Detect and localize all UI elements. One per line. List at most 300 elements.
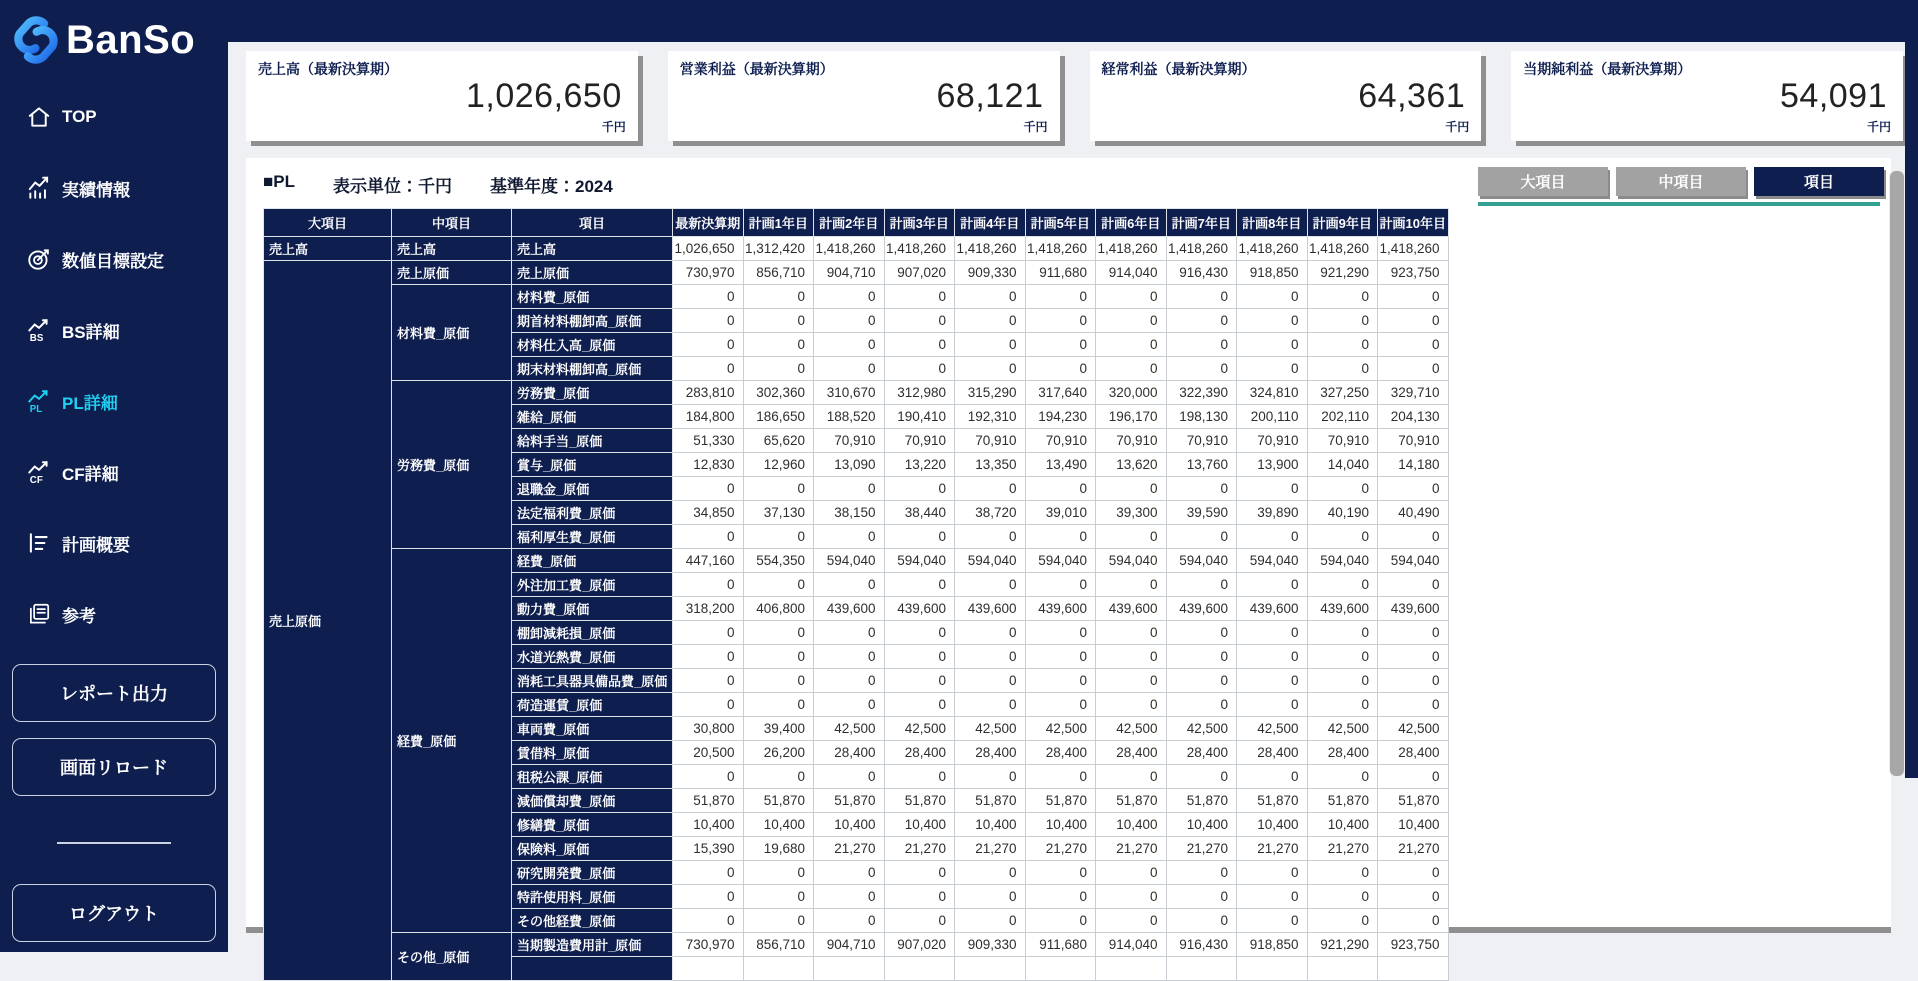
item-label-cell: 研究開発費_原価: [512, 861, 673, 885]
value-cell: 0: [1237, 909, 1308, 933]
value-cell: 0: [1307, 645, 1378, 669]
item-label-cell: 雑給_原価: [512, 405, 673, 429]
item-label-cell: 租税公課_原価: [512, 765, 673, 789]
sidebar-item-reference[interactable]: [26, 600, 164, 628]
tab-major[interactable]: 大項目: [1478, 167, 1608, 196]
value-cell: 406,800: [743, 597, 814, 621]
kpi-card-operating-profit: [668, 51, 1060, 141]
column-header: 計画9年目: [1307, 209, 1378, 237]
value-cell: 0: [673, 309, 744, 333]
value-cell: 0: [743, 885, 814, 909]
value-cell: 856,710: [743, 261, 814, 285]
value-cell: 0: [1096, 285, 1167, 309]
value-cell: 0: [673, 333, 744, 357]
sidebar-item-label: TOP: [62, 107, 97, 126]
value-cell: 51,870: [1096, 789, 1167, 813]
value-cell: 0: [1025, 357, 1096, 381]
value-cell: 0: [814, 885, 885, 909]
value-cell: 186,650: [743, 405, 814, 429]
value-cell: 0: [673, 645, 744, 669]
column-header: 計画5年目: [1025, 209, 1096, 237]
value-cell: 0: [743, 765, 814, 789]
granularity-tabs: [1478, 167, 1884, 196]
item-label-cell: 福利厚生費_原価: [512, 525, 673, 549]
value-cell: 0: [1378, 309, 1449, 333]
value-cell: 0: [1025, 477, 1096, 501]
item-label-cell: 材料費_原価: [512, 285, 673, 309]
value-cell: 0: [1378, 573, 1449, 597]
cf-chart-icon: [26, 459, 52, 485]
value-cell: 0: [884, 621, 955, 645]
value-cell: [1378, 957, 1449, 981]
kpi-card-sales: [246, 51, 638, 141]
value-cell: 1,418,260: [955, 237, 1026, 261]
value-cell: 21,270: [1096, 837, 1167, 861]
vertical-scrollbar[interactable]: [1889, 170, 1905, 777]
value-cell: 42,500: [814, 717, 885, 741]
value-cell: 0: [1166, 645, 1237, 669]
value-cell: 14,040: [1307, 453, 1378, 477]
value-cell: 37,130: [743, 501, 814, 525]
document-icon: [26, 601, 52, 627]
value-cell: 0: [743, 573, 814, 597]
value-cell: 1,418,260: [1025, 237, 1096, 261]
value-cell: 0: [884, 693, 955, 717]
value-cell: 0: [1166, 909, 1237, 933]
value-cell: [743, 957, 814, 981]
value-cell: 0: [1025, 333, 1096, 357]
value-cell: 65,620: [743, 429, 814, 453]
sidebar-item-actual-info[interactable]: [26, 174, 164, 202]
value-cell: 28,400: [1307, 741, 1378, 765]
kpi-card-ordinary-profit: [1090, 51, 1482, 141]
sidebar-divider: [57, 842, 171, 844]
kpi-card-net-income: [1511, 51, 1903, 141]
value-cell: 0: [1237, 477, 1308, 501]
column-header: 計画7年目: [1166, 209, 1237, 237]
value-cell: 0: [1237, 645, 1308, 669]
value-cell: 42,500: [1307, 717, 1378, 741]
table-row: [264, 285, 1449, 309]
value-cell: 0: [673, 885, 744, 909]
value-cell: 51,330: [673, 429, 744, 453]
value-cell: 0: [673, 621, 744, 645]
value-cell: 13,900: [1237, 453, 1308, 477]
value-cell: 0: [1378, 693, 1449, 717]
value-cell: 0: [1378, 525, 1449, 549]
value-cell: 0: [1096, 357, 1167, 381]
sidebar-item-bs-detail[interactable]: [26, 316, 164, 344]
middle-group-cell: 経費_原価: [392, 549, 512, 933]
item-label-cell: [512, 957, 673, 981]
value-cell: [673, 957, 744, 981]
item-label-cell: 賞与_原価: [512, 453, 673, 477]
value-cell: 0: [1166, 861, 1237, 885]
value-cell: 0: [673, 765, 744, 789]
value-cell: 0: [743, 333, 814, 357]
item-label-cell: 労務費_原価: [512, 381, 673, 405]
value-cell: 0: [1096, 909, 1167, 933]
value-cell: 13,620: [1096, 453, 1167, 477]
value-cell: 28,400: [955, 741, 1026, 765]
item-label-cell: 消耗工具器具備品費_原価: [512, 669, 673, 693]
value-cell: 39,010: [1025, 501, 1096, 525]
value-cell: 1,418,260: [1096, 237, 1167, 261]
kpi-unit: 千円: [1445, 120, 1470, 134]
value-cell: 0: [814, 645, 885, 669]
kpi-value: 64,361: [1358, 77, 1466, 115]
value-cell: 327,250: [1307, 381, 1378, 405]
value-cell: 907,020: [884, 933, 955, 957]
value-cell: 0: [1166, 885, 1237, 909]
value-cell: 594,040: [884, 549, 955, 573]
value-cell: 0: [743, 909, 814, 933]
item-label-cell: 経費_原価: [512, 549, 673, 573]
value-cell: 0: [673, 861, 744, 885]
value-cell: 70,910: [955, 429, 1026, 453]
value-cell: 21,270: [884, 837, 955, 861]
value-cell: 188,520: [814, 405, 885, 429]
trend-icon: [26, 175, 52, 201]
item-label-cell: 当期製造費用計_原価: [512, 933, 673, 957]
sidebar-item-cf-detail[interactable]: [26, 458, 164, 486]
report-output-button[interactable]: レポート出力: [12, 664, 216, 722]
value-cell: 26,200: [743, 741, 814, 765]
item-label-cell: 減価償却費_原価: [512, 789, 673, 813]
value-cell: 42,500: [1166, 717, 1237, 741]
value-cell: 447,160: [673, 549, 744, 573]
value-cell: 439,600: [955, 597, 1026, 621]
value-cell: 10,400: [1025, 813, 1096, 837]
sidebar-item-label: BS詳細: [62, 322, 120, 342]
value-cell: 0: [814, 477, 885, 501]
value-cell: 0: [1237, 885, 1308, 909]
value-cell: 1,418,260: [1166, 237, 1237, 261]
value-cell: 317,640: [1025, 381, 1096, 405]
value-cell: 0: [884, 309, 955, 333]
value-cell: 918,850: [1237, 933, 1308, 957]
item-label-cell: 法定福利費_原価: [512, 501, 673, 525]
value-cell: 439,600: [1025, 597, 1096, 621]
column-header: 計画6年目: [1096, 209, 1167, 237]
table-row: [264, 549, 1449, 573]
sidebar: [0, 0, 228, 952]
value-cell: 0: [814, 669, 885, 693]
value-cell: [1237, 957, 1308, 981]
value-cell: 0: [743, 309, 814, 333]
svg-text:PL: PL: [29, 403, 43, 415]
value-cell: 10,400: [1166, 813, 1237, 837]
value-cell: 324,810: [1237, 381, 1308, 405]
column-header: 計画10年目: [1378, 209, 1449, 237]
value-cell: 0: [1096, 861, 1167, 885]
sidebar-item-plan-summary[interactable]: [26, 529, 164, 557]
right-edge-strip: [1905, 0, 1918, 778]
sidebar-item-label: 参考: [62, 606, 96, 626]
value-cell: 28,400: [1378, 741, 1449, 765]
item-label-cell: 材料仕入高_原価: [512, 333, 673, 357]
value-cell: 0: [955, 909, 1026, 933]
value-cell: 322,390: [1166, 381, 1237, 405]
value-cell: 12,960: [743, 453, 814, 477]
value-cell: 0: [1166, 669, 1237, 693]
value-cell: 0: [1025, 573, 1096, 597]
value-cell: 0: [884, 861, 955, 885]
middle-group-cell: 材料費_原価: [392, 285, 512, 381]
column-header: 計画1年目: [743, 209, 814, 237]
middle-group-cell: その他_原価: [392, 933, 512, 981]
bs-chart-icon: [26, 317, 52, 343]
value-cell: 21,270: [1378, 837, 1449, 861]
value-cell: [1025, 957, 1096, 981]
value-cell: 914,040: [1096, 261, 1167, 285]
value-cell: 21,270: [955, 837, 1026, 861]
value-cell: 21,270: [1307, 837, 1378, 861]
value-cell: 0: [743, 621, 814, 645]
value-cell: 0: [1025, 621, 1096, 645]
value-cell: 0: [1237, 333, 1308, 357]
value-cell: 202,110: [1307, 405, 1378, 429]
value-cell: 0: [673, 669, 744, 693]
middle-group-cell: 売上原価: [392, 261, 512, 285]
value-cell: 0: [673, 285, 744, 309]
value-cell: 28,400: [884, 741, 955, 765]
value-cell: 15,390: [673, 837, 744, 861]
value-cell: 0: [1237, 765, 1308, 789]
value-cell: 51,870: [1025, 789, 1096, 813]
value-cell: 28,400: [1096, 741, 1167, 765]
table-row: [264, 261, 1449, 285]
value-cell: 0: [955, 645, 1026, 669]
value-cell: 0: [1166, 525, 1237, 549]
kpi-label: 営業利益（最新決算期）: [679, 61, 834, 77]
value-cell: 1,026,650: [673, 237, 744, 261]
value-cell: 0: [1025, 909, 1096, 933]
value-cell: 70,910: [1096, 429, 1167, 453]
value-cell: 0: [1237, 669, 1308, 693]
value-cell: 0: [884, 477, 955, 501]
value-cell: 200,110: [1237, 405, 1308, 429]
value-cell: 0: [1307, 765, 1378, 789]
logout-button[interactable]: ログアウト: [12, 884, 216, 942]
value-cell: 21,270: [1025, 837, 1096, 861]
value-cell: 0: [814, 525, 885, 549]
value-cell: 0: [955, 309, 1026, 333]
app-title: BanSo: [66, 17, 196, 62]
value-cell: 0: [1096, 333, 1167, 357]
value-cell: 28,400: [814, 741, 885, 765]
value-cell: 0: [743, 861, 814, 885]
kpi-unit: 千円: [1866, 120, 1891, 134]
value-cell: 0: [743, 525, 814, 549]
item-label-cell: 荷造運賃_原価: [512, 693, 673, 717]
value-cell: 0: [673, 573, 744, 597]
value-cell: 0: [1378, 333, 1449, 357]
major-group-cell: 売上原価: [264, 261, 392, 981]
value-cell: 302,360: [743, 381, 814, 405]
value-cell: 0: [884, 909, 955, 933]
value-cell: 0: [1166, 309, 1237, 333]
value-cell: 1,312,420: [743, 237, 814, 261]
tab-middle[interactable]: 中項目: [1616, 167, 1746, 196]
value-cell: 310,670: [814, 381, 885, 405]
value-cell: 329,710: [1378, 381, 1449, 405]
value-cell: 0: [1307, 477, 1378, 501]
value-cell: 42,500: [884, 717, 955, 741]
value-cell: 40,190: [1307, 501, 1378, 525]
value-cell: 0: [1307, 669, 1378, 693]
value-cell: [884, 957, 955, 981]
column-header: 計画3年目: [884, 209, 955, 237]
value-cell: 0: [1307, 525, 1378, 549]
value-cell: 0: [1307, 621, 1378, 645]
value-cell: 42,500: [1378, 717, 1449, 741]
value-cell: 0: [743, 285, 814, 309]
value-cell: 909,330: [955, 933, 1026, 957]
value-cell: 0: [1096, 621, 1167, 645]
value-cell: 1,418,260: [1307, 237, 1378, 261]
sidebar-item-label: 計画概要: [62, 535, 130, 555]
list-icon: [26, 530, 52, 556]
app-logo[interactable]: [8, 12, 195, 68]
value-cell: 0: [1378, 669, 1449, 693]
item-label-cell: 車両費_原価: [512, 717, 673, 741]
svg-text:BS: BS: [29, 332, 44, 344]
target-icon: [26, 246, 52, 272]
item-label-cell: その他経費_原価: [512, 909, 673, 933]
value-cell: 70,910: [1025, 429, 1096, 453]
value-cell: [1096, 957, 1167, 981]
value-cell: 10,400: [884, 813, 955, 837]
value-cell: 1,418,260: [884, 237, 955, 261]
value-cell: 0: [814, 357, 885, 381]
value-cell: 0: [884, 357, 955, 381]
value-cell: 0: [1166, 477, 1237, 501]
value-cell: 0: [1378, 645, 1449, 669]
value-cell: 1,418,260: [1378, 237, 1449, 261]
kpi-label: 当期純利益（最新決算期）: [1523, 61, 1692, 77]
value-cell: 0: [1307, 309, 1378, 333]
value-cell: 14,180: [1378, 453, 1449, 477]
value-cell: 0: [955, 861, 1026, 885]
value-cell: 594,040: [1025, 549, 1096, 573]
value-cell: 0: [1378, 477, 1449, 501]
value-cell: 38,150: [814, 501, 885, 525]
value-cell: 0: [1237, 285, 1308, 309]
value-cell: 0: [1025, 693, 1096, 717]
value-cell: 0: [955, 357, 1026, 381]
value-cell: 439,600: [1378, 597, 1449, 621]
sidebar-item-label: 数値目標設定: [62, 251, 164, 271]
value-cell: 42,500: [1237, 717, 1308, 741]
value-cell: 198,130: [1166, 405, 1237, 429]
value-cell: 51,870: [1378, 789, 1449, 813]
value-cell: 0: [1166, 621, 1237, 645]
value-cell: 0: [1237, 573, 1308, 597]
value-cell: 1,418,260: [814, 237, 885, 261]
value-cell: 0: [1237, 309, 1308, 333]
value-cell: 856,710: [743, 933, 814, 957]
kpi-value: 1,026,650: [465, 77, 622, 115]
tab-item[interactable]: 項目: [1754, 167, 1884, 196]
screen-reload-button[interactable]: 画面リロード: [12, 738, 216, 796]
value-cell: 0: [1025, 861, 1096, 885]
value-cell: 51,870: [1166, 789, 1237, 813]
sidebar-item-target-setting[interactable]: [26, 245, 164, 273]
item-label-cell: 保険料_原価: [512, 837, 673, 861]
value-cell: 1,418,260: [1237, 237, 1308, 261]
value-cell: 923,750: [1378, 933, 1449, 957]
value-cell: 0: [1096, 765, 1167, 789]
value-cell: 0: [814, 765, 885, 789]
value-cell: 0: [814, 909, 885, 933]
value-cell: 904,710: [814, 261, 885, 285]
value-cell: 70,910: [814, 429, 885, 453]
value-cell: 0: [955, 285, 1026, 309]
value-cell: 194,230: [1025, 405, 1096, 429]
value-cell: 30,800: [673, 717, 744, 741]
column-header: 項目: [512, 209, 673, 237]
value-cell: 312,980: [884, 381, 955, 405]
value-cell: 0: [1378, 285, 1449, 309]
value-cell: 0: [884, 525, 955, 549]
value-cell: 10,400: [1096, 813, 1167, 837]
kpi-cards-row: [246, 51, 1903, 141]
value-cell: 70,910: [1378, 429, 1449, 453]
home-icon: [26, 104, 52, 130]
value-cell: 439,600: [1166, 597, 1237, 621]
item-label-cell: 売上高: [512, 237, 673, 261]
value-cell: 70,910: [884, 429, 955, 453]
value-cell: 594,040: [1378, 549, 1449, 573]
sidebar-nav: [26, 103, 164, 628]
kpi-label: 経常利益（最新決算期）: [1101, 61, 1256, 77]
value-cell: 594,040: [1096, 549, 1167, 573]
value-cell: 196,170: [1096, 405, 1167, 429]
sidebar-item-pl-detail[interactable]: [26, 387, 164, 415]
value-cell: 921,290: [1307, 261, 1378, 285]
value-cell: 0: [814, 573, 885, 597]
value-cell: 192,310: [955, 405, 1026, 429]
value-cell: 0: [1096, 885, 1167, 909]
svg-text:CF: CF: [29, 474, 43, 486]
tabs-underline: [1478, 202, 1880, 206]
item-label-cell: 賃借料_原価: [512, 741, 673, 765]
value-cell: 0: [884, 285, 955, 309]
value-cell: 0: [814, 309, 885, 333]
item-label-cell: 期首材料棚卸高_原価: [512, 309, 673, 333]
column-header: 計画2年目: [814, 209, 885, 237]
item-label-cell: 修繕費_原価: [512, 813, 673, 837]
table-row: [264, 381, 1449, 405]
value-cell: 0: [884, 333, 955, 357]
value-cell: 0: [673, 357, 744, 381]
value-cell: 0: [814, 861, 885, 885]
value-cell: 0: [955, 333, 1026, 357]
value-cell: 13,090: [814, 453, 885, 477]
item-label-cell: 退職金_原価: [512, 477, 673, 501]
value-cell: 0: [1378, 765, 1449, 789]
value-cell: 0: [1378, 357, 1449, 381]
kpi-label: 売上高（最新決算期）: [258, 61, 398, 77]
value-cell: 0: [1307, 357, 1378, 381]
value-cell: [1166, 957, 1237, 981]
value-cell: 0: [1237, 357, 1308, 381]
item-label-cell: 外注加工費_原価: [512, 573, 673, 597]
value-cell: 0: [1307, 333, 1378, 357]
sidebar-item-top[interactable]: [26, 103, 164, 131]
value-cell: 914,040: [1096, 933, 1167, 957]
